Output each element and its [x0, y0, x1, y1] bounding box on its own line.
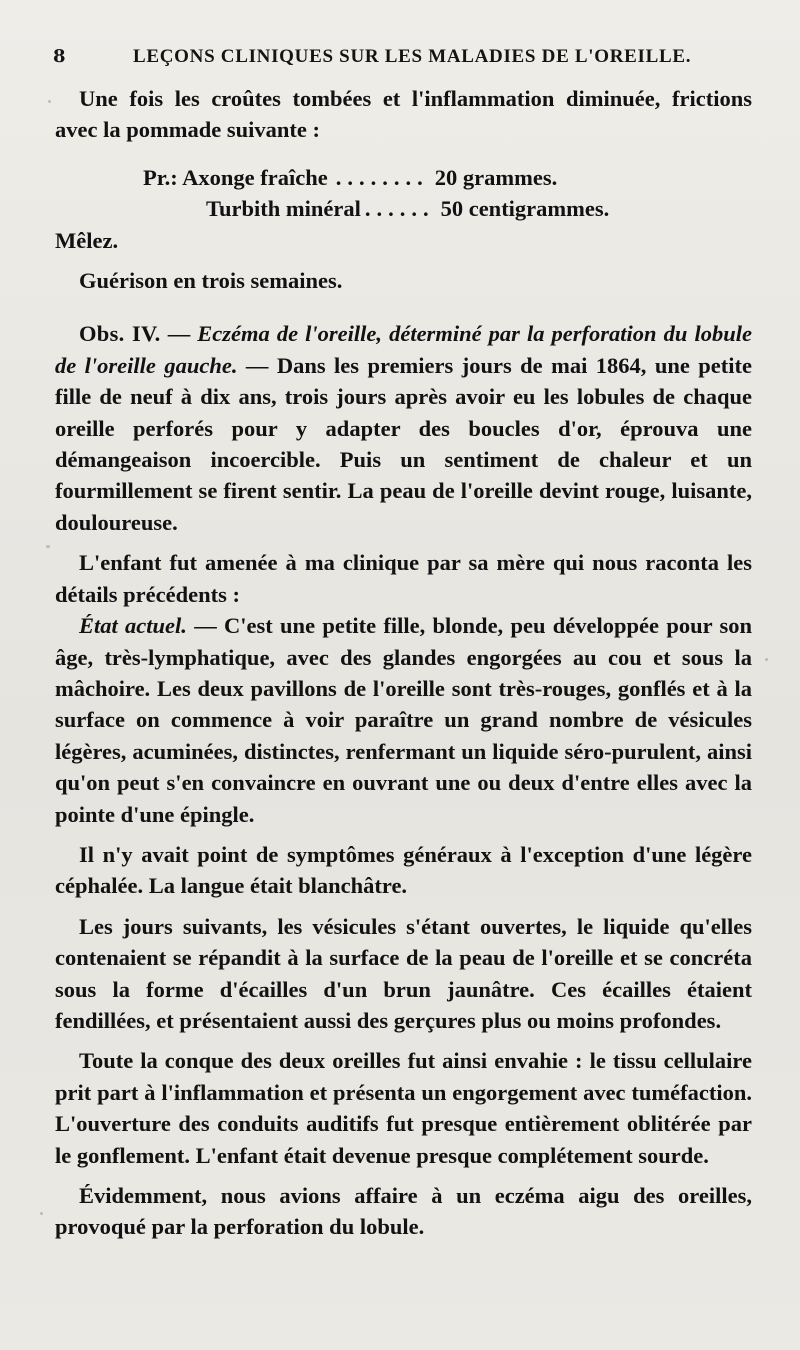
- formula-label: Turbith minéral: [206, 196, 361, 222]
- paper-speck: [765, 658, 768, 661]
- observation-dash: —: [160, 321, 198, 347]
- observation-text: — Dans les premiers jours de mai 1864, une petite fille de neuf à dix ans, trois jours après avoir eu les lobules de chaque oreille perforés pour y adapter des boucles d'or, éprouva une démangeaison incoercible. Puis un sentiment de chaleur et un fourmillement se firent sentir. La peau de l'oreille devint rouge, luisante, douloureuse.: [55, 352, 752, 535]
- observation-label: Obs. IV.: [79, 321, 161, 347]
- observation-title: Eczéma de l'oreille, déterminé par la perforation du lobule de l'oreille gauche.: [55, 321, 752, 378]
- formula-amount: 50 centigrammes.: [440, 196, 610, 222]
- paragraph-symptomes: Il n'y avait point de symptômes généraux à l'exception d'une légère céphalée. La langue était blanchâtre.: [55, 841, 752, 899]
- paragraph-croutes: Une fois les croûtes tombées et l'inflammation diminuée, frictions avec la pommade suivante :: [55, 86, 752, 143]
- paper-speck: [46, 545, 50, 548]
- page-header: [53, 46, 753, 76]
- leader-dots: ........: [335, 164, 429, 190]
- formula-label: Pr.: Axonge fraîche: [143, 164, 328, 190]
- paper-speck: [40, 1212, 43, 1215]
- etat-actuel-label: État actuel.: [79, 613, 187, 639]
- prescription-formula: [55, 162, 752, 225]
- formula-amount: 20 grammes.: [434, 164, 558, 190]
- formula-line-axonge: [55, 162, 752, 193]
- page-body: [55, 83, 752, 1243]
- etat-actuel-text: — C'est une petite fille, blonde, peu développée pour son âge, très-lymphatique, avec des glandes engorgées au cou et sous la mâchoire. Les deux pavillons de l'oreille sont très-rouges, gonflés et à la surface on commence à voir paraître un grand nombre de vésicules légères, acuminées, distinctes, renfermant un liquide séro-purulent, ainsi qu'on peut s'en convaincre en ouvrant une ou deux d'entre elles avec la pointe d'une épingle.: [55, 613, 752, 827]
- paragraph-evidemment: Évidemment, nous avions affaire à un eczéma aigu des oreilles, provoqué par la perforation du lobule.: [55, 1183, 752, 1240]
- paragraph-etat-actuel: [55, 610, 752, 830]
- paragraph-enfant: L'enfant fut amenée à ma clinique par sa mère qui nous raconta les détails précédents :: [55, 550, 752, 607]
- formula-line-turbith: [55, 193, 752, 224]
- observation-paragraph: [55, 318, 752, 538]
- guerison-line: Guérison en trois semaines.: [79, 268, 343, 294]
- paragraph-jours-suivants: Les jours suivants, les vésicules s'étant ouvertes, le liquide qu'elles contenaient se répandit à la surface de la peau de l'oreille et se concréta sous la forme d'écailles d'un brun jaunâtre. Ces écailles étaient fendillées, et présentaient aussi des gerçures plus ou moins profondes.: [55, 913, 752, 1033]
- page-number: 8: [53, 46, 66, 67]
- paper-speck: [48, 100, 51, 103]
- paragraph-conque: Toute la conque des deux oreilles fut ainsi envahie : le tissu cellulaire prit part à l'inflammation et présenta un engorgement avec tuméfaction. L'ouverture des conduits auditifs fut presque entièrement oblitérée par le gonflement. L'enfant était devenue presque complétement sourde.: [55, 1048, 752, 1168]
- running-head-title: LEÇONS CLINIQUES SUR LES MALADIES DE L'OREILLE.: [133, 46, 692, 67]
- leader-dots: ......: [364, 196, 435, 222]
- melez-line: Mêlez.: [55, 227, 119, 253]
